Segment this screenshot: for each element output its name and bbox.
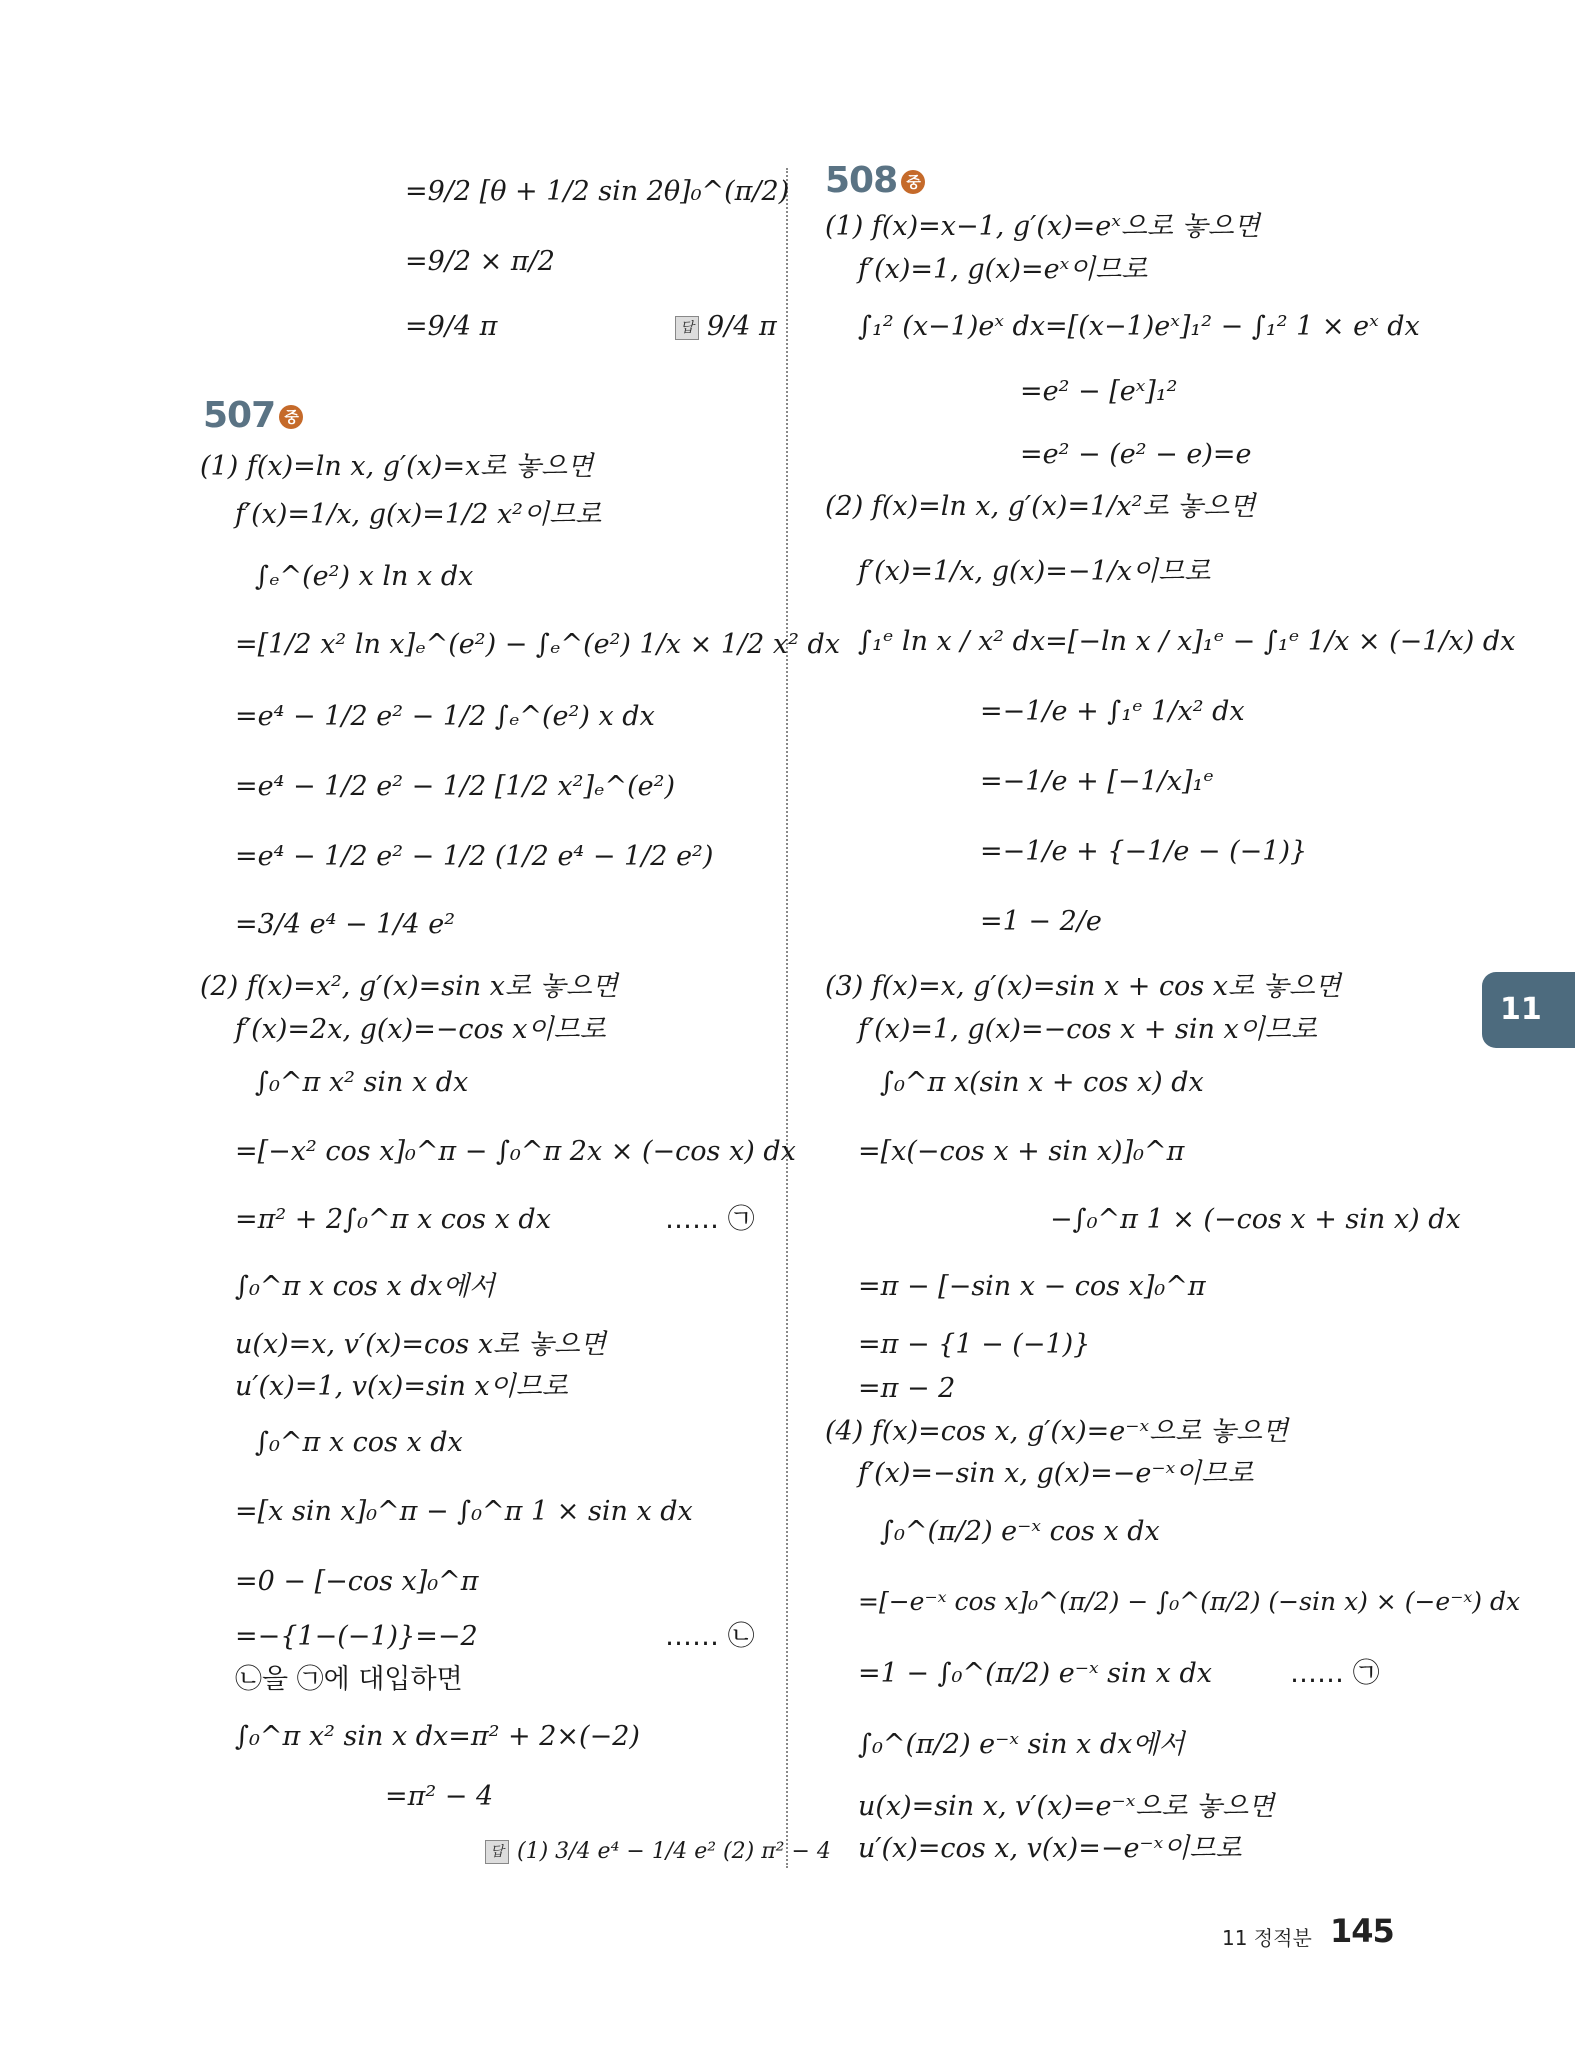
eq-line: −∫₀^π 1 × (−cos x + sin x) dx: [1050, 1204, 1461, 1235]
eq-line: =[x sin x]₀^π − ∫₀^π 1 × sin x dx: [235, 1496, 693, 1527]
eq-line: =e² − [eˣ]₁²: [1020, 376, 1178, 407]
answer-mark: 답: [675, 316, 699, 340]
marker-1: …… ㉠: [665, 1204, 755, 1235]
eq-line: ㉡을 ㉠에 대입하면: [235, 1664, 463, 1695]
eq-line: f′(x)=1/x, g(x)=1/2 x²이므로: [235, 499, 602, 530]
eq-line: =e⁴ − 1/2 e² − 1/2 [1/2 x²]ₑ^(e²): [235, 771, 675, 802]
eq-line: =[1/2 x² ln x]ₑ^(e²) − ∫ₑ^(e²) 1/x × 1/2 x² dx: [235, 629, 840, 660]
page-number: 145: [1330, 1912, 1394, 1950]
eq-line: ∫ₑ^(e²) x ln x dx: [255, 561, 474, 592]
eq-line: =π² + 2∫₀^π x cos x dx: [235, 1204, 551, 1235]
eq-line: u(x)=x, v′(x)=cos x로 놓으면: [235, 1329, 606, 1360]
eq-line: ∫₀^π x(sin x + cos x) dx: [880, 1067, 1204, 1098]
top-answer: 답 9/4 π: [675, 310, 777, 344]
eq-line: f′(x)=1, g(x)=−cos x + sin x이므로: [858, 1014, 1317, 1045]
eq-line: (2) f(x)=ln x, g′(x)=1/x²로 놓으면: [825, 491, 1256, 522]
eq-line: =[−x² cos x]₀^π − ∫₀^π 2x × (−cos x) dx: [235, 1136, 796, 1167]
eq-line: =e⁴ − 1/2 e² − 1/2 ∫ₑ^(e²) x dx: [235, 701, 655, 732]
eq-line: ∫₀^π x cos x dx에서: [235, 1271, 495, 1302]
eq-line: =[−e⁻ˣ cos x]₀^(π/2) − ∫₀^(π/2) (−sin x) × (−e⁻ˣ) dx: [858, 1587, 1521, 1616]
footer-chapter-label: 11 정적분: [1222, 1926, 1312, 1950]
eq-line: =0 − [−cos x]₀^π: [235, 1566, 479, 1597]
eq-line: ∫₀^π x cos x dx: [255, 1427, 463, 1458]
eq-line: =9/4 π: [405, 311, 498, 342]
eq-line: ∫₀^π x² sin x dx: [255, 1067, 469, 1098]
difficulty-badge: 중: [901, 170, 925, 194]
eq-line: ∫₀^(π/2) e⁻ˣ sin x dx에서: [858, 1729, 1185, 1760]
final-answer: 답 (1) 3/4 e⁴ − 1/4 e² (2) π² − 4: [485, 1835, 831, 1869]
eq-line: u(x)=sin x, v′(x)=e⁻ˣ으로 놓으면: [858, 1791, 1275, 1822]
eq-line: (2) f(x)=x², g′(x)=sin x로 놓으면: [200, 971, 618, 1002]
column-divider: [786, 168, 788, 1868]
eq-line: ∫₀^π x² sin x dx=π² + 2×(−2): [235, 1721, 640, 1752]
eq-line: (1) f(x)=ln x, g′(x)=x로 놓으면: [200, 451, 594, 482]
eq-line: =9/2 × π/2: [405, 246, 555, 277]
marker-1: …… ㉠: [1290, 1658, 1380, 1689]
eq-line: ∫₀^(π/2) e⁻ˣ cos x dx: [880, 1516, 1160, 1547]
eq-line: u′(x)=cos x, v(x)=−e⁻ˣ이므로: [858, 1833, 1242, 1864]
eq-line: =e² − (e² − e)=e: [1020, 439, 1252, 470]
chapter-tab: 11: [1482, 972, 1575, 1048]
answer-mark: 답: [485, 1840, 509, 1864]
eq-line: =−1/e + [−1/x]₁ᵉ: [980, 766, 1214, 797]
eq-line: u′(x)=1, v(x)=sin x이므로: [235, 1371, 568, 1402]
eq-line: =−1/e + ∫₁ᵉ 1/x² dx: [980, 696, 1245, 727]
marker-2: …… ㉡: [665, 1621, 755, 1652]
eq-line: =−1/e + {−1/e − (−1)}: [980, 836, 1308, 867]
eq-line: =[x(−cos x + sin x)]₀^π: [858, 1136, 1185, 1167]
eq-line: (1) f(x)=x−1, g′(x)=eˣ으로 놓으면: [825, 211, 1260, 242]
eq-line: f′(x)=1/x, g(x)=−1/x이므로: [858, 556, 1211, 587]
eq-line: =e⁴ − 1/2 e² − 1/2 (1/2 e⁴ − 1/2 e²): [235, 841, 714, 872]
eq-line: f′(x)=1, g(x)=eˣ이므로: [858, 254, 1148, 285]
eq-line: =−{1−(−1)}=−2: [235, 1621, 478, 1652]
eq-line: (3) f(x)=x, g′(x)=sin x + cos x로 놓으면: [825, 971, 1341, 1002]
eq-line: =1 − ∫₀^(π/2) e⁻ˣ sin x dx: [858, 1658, 1212, 1689]
eq-line: =9/2 [θ + 1/2 sin 2θ]₀^(π/2): [405, 176, 790, 207]
eq-line: =3/4 e⁴ − 1/4 e²: [235, 909, 456, 940]
eq-line: f′(x)=2x, g(x)=−cos x이므로: [235, 1014, 606, 1045]
eq-line: =1 − 2/e: [980, 906, 1102, 937]
eq-line: =π − 2: [858, 1373, 956, 1404]
eq-line: =π − [−sin x − cos x]₀^π: [858, 1271, 1206, 1302]
problem-number-508: 508 중: [825, 160, 925, 201]
eq-line: ∫₁² (x−1)eˣ dx=[(x−1)eˣ]₁² − ∫₁² 1 × eˣ dx: [858, 311, 1420, 342]
eq-line: =π² − 4: [385, 1781, 494, 1812]
difficulty-badge: 중: [279, 405, 303, 429]
eq-line: ∫₁ᵉ ln x / x² dx=[−ln x / x]₁ᵉ − ∫₁ᵉ 1/x × (−1/x) dx: [858, 626, 1516, 657]
eq-line: (4) f(x)=cos x, g′(x)=e⁻ˣ으로 놓으면: [825, 1416, 1289, 1447]
problem-number-507: 507 중: [203, 395, 303, 436]
eq-line: =π − {1 − (−1)}: [858, 1329, 1091, 1360]
eq-line: f′(x)=−sin x, g(x)=−e⁻ˣ이므로: [858, 1458, 1254, 1489]
